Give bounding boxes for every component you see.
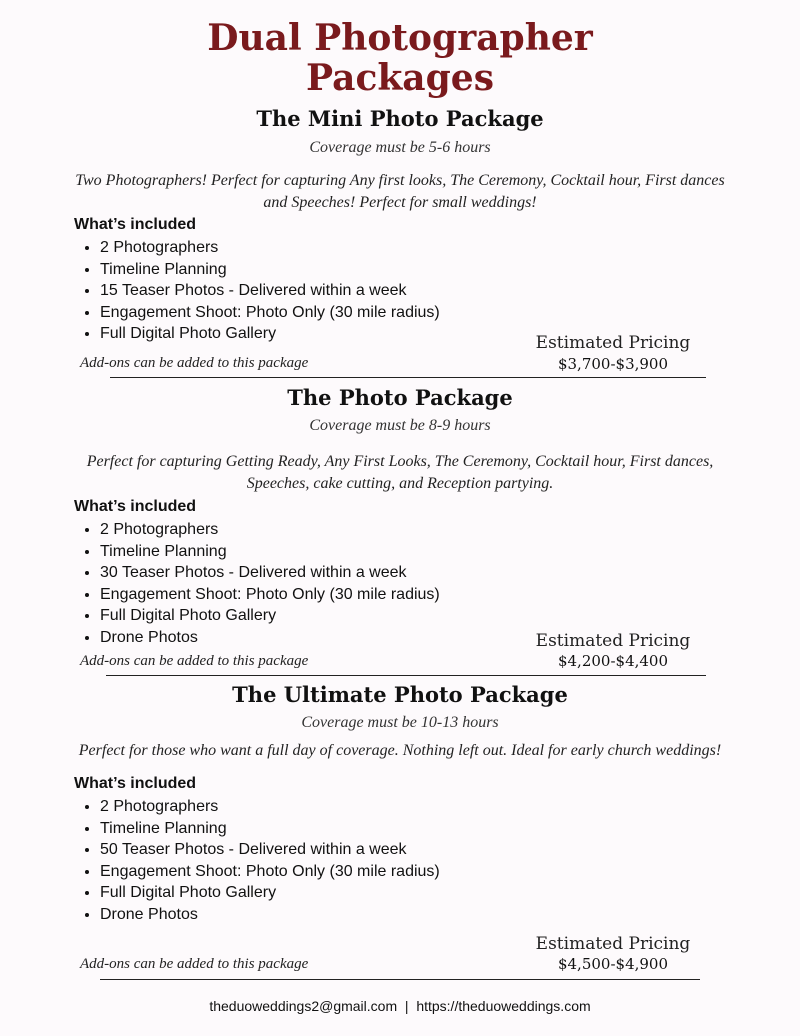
photo-package-items: [74, 519, 440, 649]
photo-package-estimated-label: Estimated Pricing: [535, 631, 691, 651]
list-item: • 50 Teaser Photos - Delivered within a week: [100, 839, 440, 861]
photo-package-description: [55, 451, 745, 495]
list-item: • Drone Photos: [100, 627, 440, 649]
ultimate-package-included-heading: What’s included: [74, 775, 197, 792]
photo-package-description-line-1: Perfect for capturing Getting Ready, Any First Looks, The Ceremony, Cocktail hour, First dances,: [86, 453, 714, 470]
photo-package-description-line-2: Speeches, cake cutting, and Reception partying.: [246, 475, 554, 492]
ultimate-package-title: The Ultimate Photo Package: [232, 682, 568, 707]
photo-package-included-heading: What’s included: [74, 498, 197, 515]
list-item: • Drone Photos: [100, 904, 440, 926]
mini-package-estimated-label: Estimated Pricing: [535, 333, 691, 353]
list-item: • Timeline Planning: [100, 541, 440, 563]
list-item: • Engagement Shoot: Photo Only (30 mile radius): [100, 302, 440, 324]
mini-package-description-line-2: and Speeches! Perfect for small weddings!: [263, 194, 537, 211]
page-title-line-2: Packages: [306, 57, 494, 99]
list-item: • Timeline Planning: [100, 818, 440, 840]
ultimate-package-items: [74, 796, 440, 926]
mini-package-coverage: Coverage must be 5-6 hours: [309, 139, 491, 156]
ultimate-package-description-line-1: Perfect for those who want a full day of coverage. Nothing left out. Ideal for early church weddings!: [78, 742, 722, 759]
mini-package-price: $3,700-$3,900: [557, 355, 669, 373]
ultimate-package-price: $4,500-$4,900: [557, 955, 669, 973]
list-item: • Full Digital Photo Gallery: [100, 323, 440, 345]
photo-package-addons-note: Add-ons can be added to this package: [80, 653, 309, 669]
ultimate-package-coverage: Coverage must be 10-13 hours: [301, 714, 499, 731]
mini-package-title: The Mini Photo Package: [256, 106, 544, 131]
list-item: • 30 Teaser Photos - Delivered within a week: [100, 562, 440, 584]
ultimate-package-description: [40, 740, 760, 762]
list-item: • Engagement Shoot: Photo Only (30 mile radius): [100, 861, 440, 883]
page-title: [0, 18, 800, 98]
divider: [110, 377, 706, 378]
list-item: • Full Digital Photo Gallery: [100, 605, 440, 627]
photo-package-coverage: Coverage must be 8-9 hours: [309, 417, 491, 434]
mini-package-description: [55, 170, 745, 214]
ultimate-package-estimated-label: Estimated Pricing: [535, 934, 691, 954]
list-item: • 2 Photographers: [100, 237, 440, 259]
mini-package-addons-note: Add-ons can be added to this package: [80, 355, 309, 371]
divider: [106, 675, 706, 676]
footer-website: https://theduoweddings.com: [416, 998, 591, 1014]
ultimate-package-addons-note: Add-ons can be added to this package: [80, 956, 309, 972]
divider: [100, 979, 700, 980]
mini-package-description-line-1: Two Photographers! Perfect for capturing Any first looks, The Ceremony, Cocktail hour, First dances: [75, 172, 725, 189]
list-item: • Full Digital Photo Gallery: [100, 882, 440, 904]
list-item: • 15 Teaser Photos - Delivered within a week: [100, 280, 440, 302]
footer: [0, 998, 800, 1014]
list-item: • 2 Photographers: [100, 519, 440, 541]
mini-package-items: [74, 237, 440, 345]
photo-package-price: $4,200-$4,400: [557, 652, 669, 670]
list-item: • Timeline Planning: [100, 259, 440, 281]
page-title-line-1: Dual Photographer: [207, 17, 593, 59]
list-item: • Engagement Shoot: Photo Only (30 mile radius): [100, 584, 440, 606]
footer-email: theduoweddings2@gmail.com: [209, 998, 398, 1014]
footer-separator: |: [404, 998, 409, 1014]
mini-package-included-heading: What’s included: [74, 216, 197, 233]
photo-package-title: The Photo Package: [287, 385, 513, 410]
list-item: • 2 Photographers: [100, 796, 440, 818]
